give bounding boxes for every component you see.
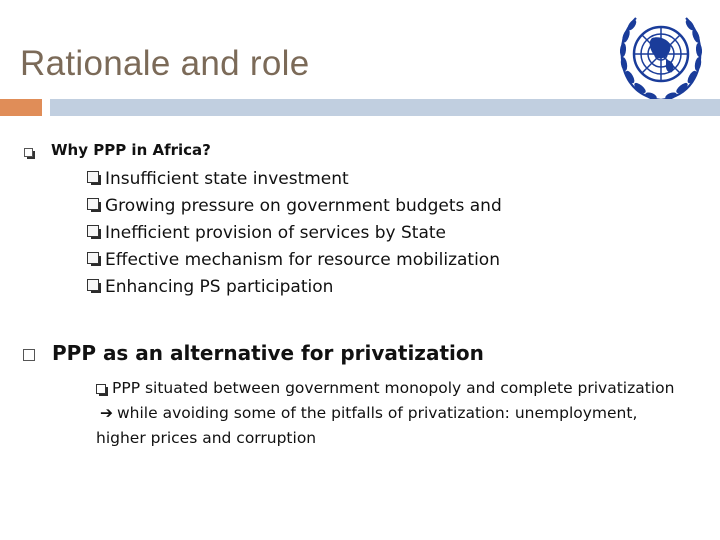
bullet-square-icon — [23, 349, 35, 361]
list-item — [87, 196, 502, 216]
title-rule-bar — [50, 99, 720, 116]
list-item-label: Inefficient provision of services by State — [105, 223, 447, 243]
section1-heading: Why PPP in Africa? — [51, 141, 211, 159]
list-item-label: Growing pressure on government budgets and — [105, 196, 502, 216]
list-item-label: Insufficient state investment — [105, 169, 349, 189]
list-item-label: Effective mechanism for resource mobilization — [105, 250, 500, 270]
un-emblem-icon — [614, 8, 708, 106]
list-item — [87, 250, 500, 270]
list-item-label: Enhancing PS participation — [105, 277, 334, 297]
bullet-checkbox-icon — [87, 198, 99, 210]
section2-paragraph — [96, 376, 686, 451]
section2-heading: PPP as an alternative for privatization — [52, 341, 484, 365]
bullet-checkbox-icon — [87, 279, 99, 291]
bullet-checkbox-icon — [87, 171, 99, 183]
bullet-checkbox-icon — [87, 252, 99, 264]
para-text-before-arrow: PPP situated between government monopoly and complete privatization — [112, 379, 675, 397]
list-item — [87, 169, 349, 189]
list-item — [87, 277, 333, 297]
title-accent-block — [0, 99, 42, 116]
bullet-checkbox-icon — [87, 225, 99, 237]
list-item — [87, 223, 446, 243]
para-text-after-arrow: while avoiding some of the pitfalls of privatization: unemployment, higher prices and corruption — [96, 404, 638, 447]
bullet-checkbox-icon — [24, 148, 33, 157]
bullet-checkbox-icon — [96, 384, 106, 394]
right-arrow-icon: ➔ — [100, 404, 113, 422]
slide-title: Rationale and role — [20, 44, 310, 83]
